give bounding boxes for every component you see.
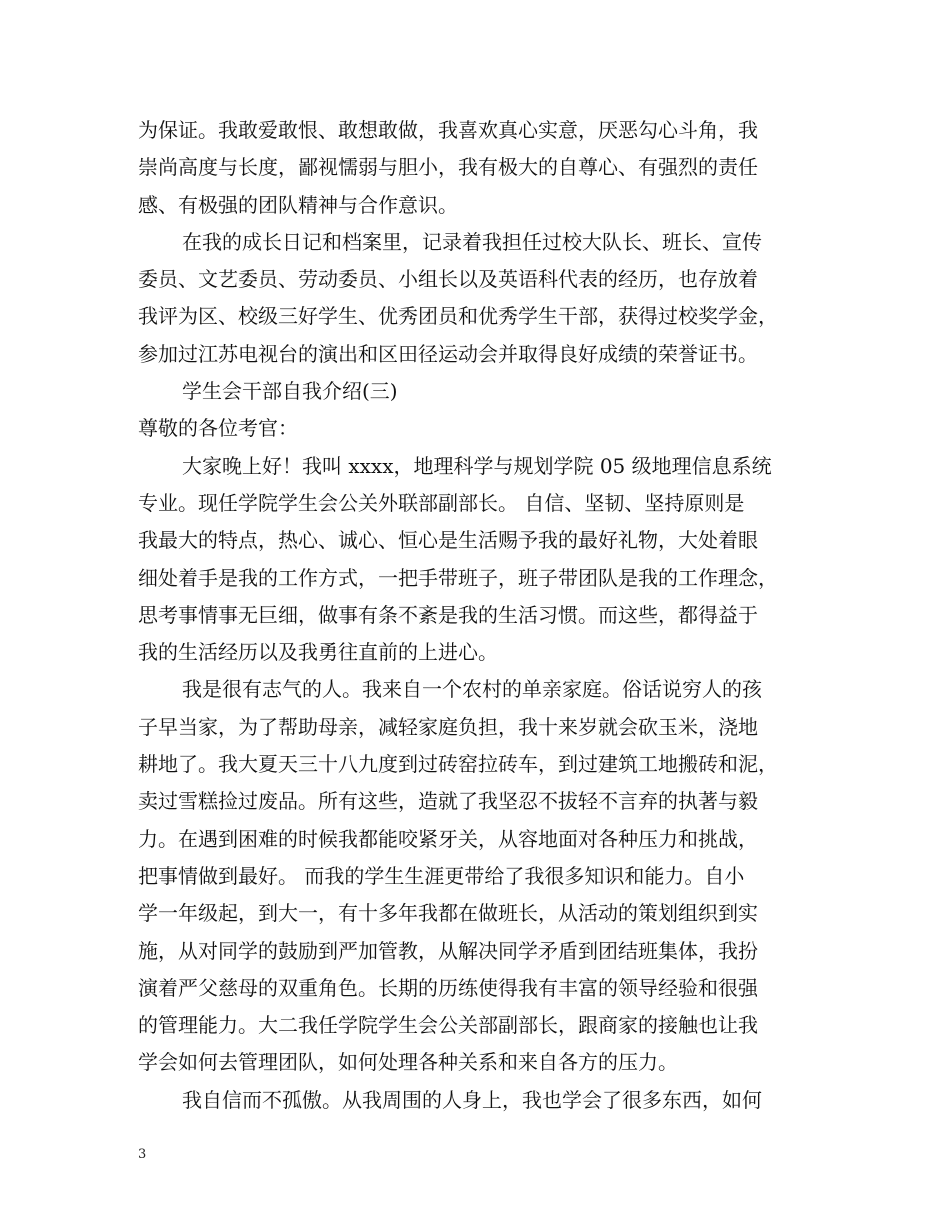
text-line: 参加过江苏电视台的演出和区田径运动会并取得良好成绩的荣誉证书。 [138,341,758,366]
text-line: 为保证。我敢爱敢恨、敢想敢做，我喜欢真心实意，厌恶勾心斗角，我 [138,118,758,142]
text-line: 我的生活经历以及我勇往直前的上进心。 [138,640,498,665]
text-line: 委员、文艺委员、劳动委员、小组长以及英语科代表的经历，也存放着 [138,267,758,292]
page-number: 3 [138,1147,147,1162]
salutation: 尊敬的各位考官： [138,416,298,441]
paragraph-start-line: 在我的成长日记和档案里，记录着我担任过校大队长、班长、宣传 [182,229,762,254]
paragraph-start-line: 我自信而不孤傲。从我周围的人身上，我也学会了很多东西，如何 [182,1087,762,1112]
text-line: 子早当家，为了帮助母亲，减轻家庭负担，我十来岁就会砍玉米，浇地 [138,714,758,739]
paragraph-start-line: 我是很有志气的人。我来自一个农村的单亲家庭。俗话说穷人的孩 [182,677,762,702]
text-line: 施，从对同学的鼓励到严加管教，从解决同学矛盾到团结班集体，我扮 [138,938,758,963]
text-line: 感、有极强的团队精神与合作意识。 [138,192,458,217]
text-line: 演着严父慈母的双重角色。长期的历练使得我有丰富的领导经验和很强 [138,975,758,1000]
text-line: 耕地了。我大夏天三十八九度到过砖窑拉砖车，到过建筑工地搬砖和泥， [138,752,778,777]
text-line: 把事情做到最好。 而我的学生生涯更带给了我很多知识和能力。自小 [138,863,745,888]
text-line: 卖过雪糕捡过废品。所有这些，造就了我坚忍不拔轻不言弃的执著与毅 [138,789,758,814]
text-line: 细处着手是我的工作方式，一把手带班子，班子带团队是我的工作理念， [138,565,778,590]
document-body [138,112,818,1119]
text-line: 崇尚高度与长度，鄙视懦弱与胆小，我有极大的自尊心、有强烈的责任 [138,155,758,180]
text-line: 我评为区、校级三好学生、优秀团员和优秀学生干部，获得过校奖学金， [138,304,778,329]
text-line: 专业。现任学院学生会公关外联部副部长。 自信、坚韧、坚持原则是 [138,490,745,515]
section-heading: 学生会干部自我介绍(三) [182,379,398,404]
paragraph-start-line: 大家晚上好！我叫 xxxx，地理科学与规划学院 05 级地理信息系统 [182,453,772,478]
text-line: 我最大的特点，热心、诚心、恒心是生活赐予我的最好礼物，大处着眼 [138,528,758,553]
text-line: 的管理能力。大二我任学院学生会公关部副部长，跟商家的接触也让我 [138,1013,758,1038]
text-line: 思考事情事无巨细，做事有条不紊是我的生活习惯。而这些，都得益于 [138,602,758,627]
text-line: 学一年级起，到大一，有十多年我都在做班长，从活动的策划组织到实 [138,901,758,926]
text-line: 学会如何去管理团队，如何处理各种关系和来自各方的压力。 [138,1050,678,1075]
text-line: 力。在遇到困难的时候我都能咬紧牙关，从容地面对各种压力和挑战， [138,826,758,851]
